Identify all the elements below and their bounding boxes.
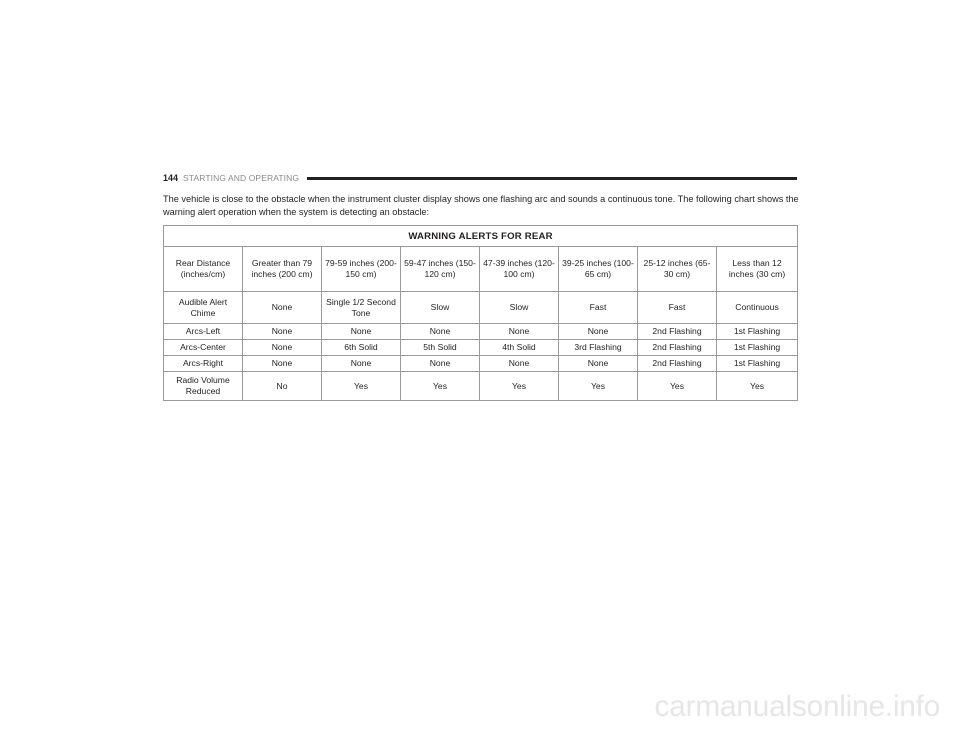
table-cell: Fast [559,292,638,324]
row-label: Arcs-Center [164,340,243,356]
table-cell: Continuous [717,292,798,324]
header-rule [307,177,797,180]
table-cell: Yes [322,372,401,401]
table-cell: None [559,356,638,372]
table-cell: Yes [480,372,559,401]
table-cell: Slow [401,292,480,324]
table-cell: 2nd Flashing [638,356,717,372]
table-cell: 25-12 inches (65-30 cm) [638,247,717,292]
section-title: STARTING AND OPERATING [183,173,300,183]
table-row [164,292,798,324]
table-title: WARNING ALERTS FOR REAR [164,226,798,247]
row-label: Arcs-Right [164,356,243,372]
table-cell: 1st Flashing [717,356,798,372]
warning-alerts-table [163,225,798,401]
table-cell: None [322,324,401,340]
table-cell: Single 1/2 Second Tone [322,292,401,324]
table-row [164,356,798,372]
table-cell: Yes [401,372,480,401]
page-number: 144 [163,173,179,183]
table-row [164,372,798,401]
table-cell: Yes [638,372,717,401]
table-cell: Greater than 79 inches (200 cm) [243,247,322,292]
table-cell: None [243,340,322,356]
table-cell: Less than 12 inches (30 cm) [717,247,798,292]
row-label: Audible Alert Chime [164,292,243,324]
table-cell: 47-39 inches (120-100 cm) [480,247,559,292]
table-cell: 5th Solid [401,340,480,356]
row-label: Radio Volume Reduced [164,372,243,401]
table-cell: Fast [638,292,717,324]
table-cell: None [480,356,559,372]
table-cell: 6th Solid [322,340,401,356]
table-cell: 4th Solid [480,340,559,356]
table-cell: 2nd Flashing [638,340,717,356]
table-cell: None [243,356,322,372]
table-cell: Yes [717,372,798,401]
table-cell: None [243,292,322,324]
table-cell: None [480,324,559,340]
table-row [164,340,798,356]
table-cell: None [322,356,401,372]
table-cell: None [559,324,638,340]
table-cell: No [243,372,322,401]
table-cell: 59-47 inches (150-120 cm) [401,247,480,292]
table-row [164,324,798,340]
table-cell: 79-59 inches (200-150 cm) [322,247,401,292]
row-label: Rear Distance (inches/cm) [164,247,243,292]
table-cell: 3rd Flashing [559,340,638,356]
table-row [164,247,798,292]
table-cell: Slow [480,292,559,324]
table-cell: Yes [559,372,638,401]
table-cell: 1st Flashing [717,340,798,356]
row-label: Arcs-Left [164,324,243,340]
table-cell: 2nd Flashing [638,324,717,340]
table-cell: None [243,324,322,340]
table-cell: 39-25 inches (100-65 cm) [559,247,638,292]
table-cell: None [401,356,480,372]
watermark: carmanualsonline.info [654,690,940,723]
table-cell: 1st Flashing [717,324,798,340]
table-cell: None [401,324,480,340]
intro-paragraph: The vehicle is close to the obstacle when the instrument cluster display shows one flashing arc and sounds a continuous tone. The following chart shows the warning alert operation when the system is detecting an obstacle: [163,194,799,217]
page-header [163,171,797,185]
